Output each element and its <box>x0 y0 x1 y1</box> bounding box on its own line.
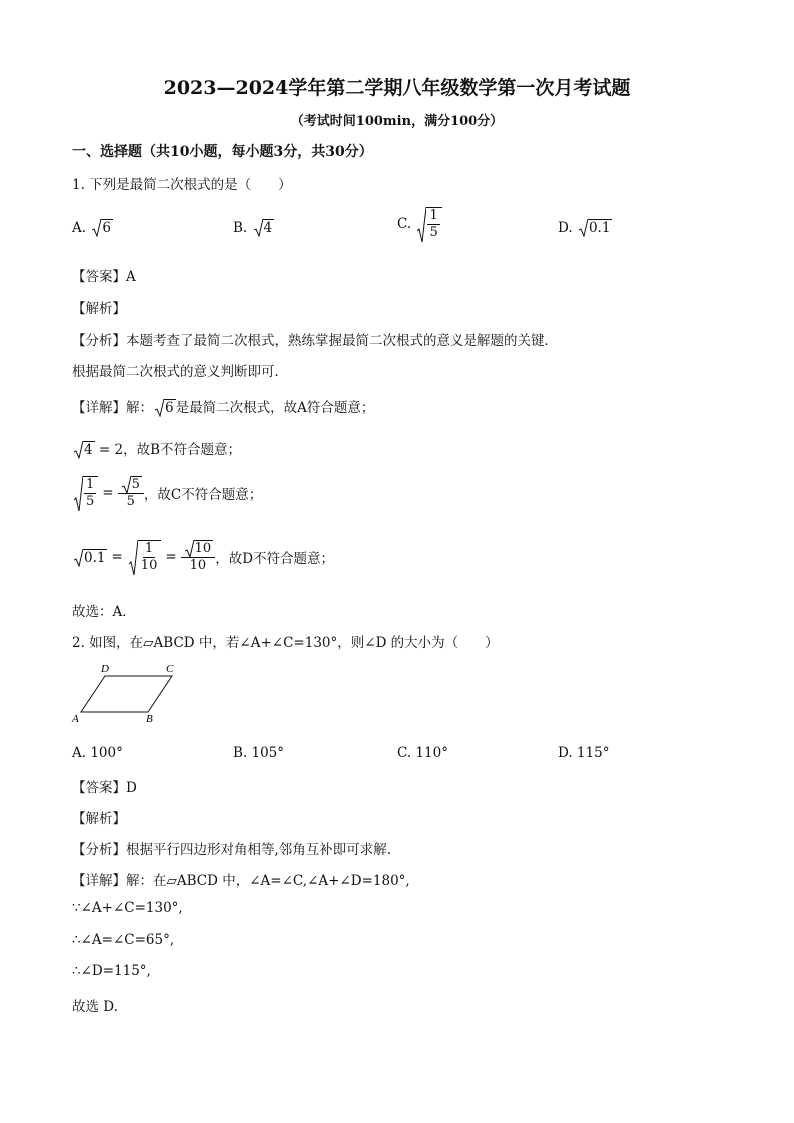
page-title: 2023—2024学年第二学期八年级数学第一次月考试题 <box>163 77 631 99</box>
q1-stem: 1. 下列是最简二次根式的是（ ） <box>72 177 292 193</box>
q1-option-b <box>233 219 274 236</box>
q2-step-2: ∴∠A=∠C=65°, <box>72 932 175 948</box>
q2-stem: 2. 如图，在▱ABCD 中，若∠A+∠C=130°，则∠D 的大小为（ ） <box>72 635 499 651</box>
q1-answer: 【答案】A <box>72 269 136 285</box>
radical-icon <box>74 476 83 512</box>
option-label: A. <box>72 220 87 236</box>
q2-conclusion: 故选 D. <box>72 999 118 1015</box>
fraction: $\frac{5}{5}$ <box>118 476 144 510</box>
radical-icon <box>74 441 83 459</box>
radical-icon <box>74 549 83 567</box>
sqrt-expression <box>417 207 441 241</box>
q2-step-1: ∵∠A+∠C=130°, <box>72 900 183 916</box>
vertex-label-a: A <box>72 713 79 725</box>
fraction: $\frac{1}{5}$ <box>429 208 438 240</box>
radical-icon <box>129 540 138 576</box>
q2-option-b: B. 105° <box>233 745 285 761</box>
q2-analysis: 【分析】根据平行四边形对角相等,邻角互补即可求解. <box>72 842 392 858</box>
sqrt-expression: 4 <box>74 441 95 458</box>
section-heading: 一、选择题（共10小题，每小题3分，共30分） <box>72 144 373 160</box>
q2-answer: 【答案】D <box>72 780 137 796</box>
sqrt-expression: $\frac{1}{10}$ <box>129 540 162 574</box>
q1-detail-line2: 4 = 2，故B不符合题意； <box>72 438 241 458</box>
q2-option-a: A. 100° <box>72 745 123 761</box>
q2-option-d: D. 115° <box>558 745 610 761</box>
q1-option-c <box>397 207 442 241</box>
radical-icon <box>185 540 194 558</box>
option-label: B. <box>233 220 248 236</box>
radical-icon <box>417 207 426 243</box>
option-label: D. <box>558 220 573 236</box>
parallelogram-figure <box>68 660 188 726</box>
q1-analysis: 【分析】本题考查了最简二次根式，熟练掌握最简二次根式的意义是解题的关键． <box>72 333 558 349</box>
radical-icon <box>254 219 263 237</box>
sqrt-expression: 6 <box>92 219 113 236</box>
q1-conclusion: 故选：A． <box>72 604 136 620</box>
q1-detail-line4: 0.1 = $\frac{1}{10}$ = $\frac{10}{10}$ ，故D不符合题意； <box>72 540 334 574</box>
sqrt-expression: 6 <box>155 399 176 416</box>
option-label: C. <box>397 216 412 232</box>
q1-detail-line3: $\frac{1}{5}$ = $\frac{5}{5}$ ，故C不符合题意； <box>72 476 262 510</box>
vertex-label-d: D <box>101 663 109 675</box>
q1-detail-line1: 【详解】解： 6 是最简二次根式，故A符合题意； <box>72 400 375 416</box>
fraction: $\frac{10}{10}$ <box>181 540 216 574</box>
sqrt-expression: 4 <box>254 219 275 236</box>
q1-option-a <box>72 219 113 236</box>
q2-option-c: C. 110° <box>397 745 448 761</box>
radical-icon <box>579 219 588 237</box>
vertex-label-b: B <box>146 713 153 725</box>
q1-analysis-2: 根据最简二次根式的意义判断即可． <box>72 364 288 380</box>
q1-analysis-heading: 【解析】 <box>72 301 126 317</box>
q1-option-d <box>558 219 612 236</box>
radical-icon <box>155 399 164 417</box>
q2-detail: 【详解】解：在▱ABCD 中，∠A=∠C,∠A+∠D=180°, <box>72 873 410 889</box>
radical-icon <box>122 476 131 494</box>
sqrt-expression: 0.1 <box>579 219 612 236</box>
exam-info: （考试时间100min，满分100分） <box>290 114 504 129</box>
sqrt-expression: $\frac{1}{5}$ <box>74 476 98 510</box>
radical-icon <box>92 219 101 237</box>
sqrt-expression: 0.1 <box>74 549 107 566</box>
vertex-label-c: C <box>166 663 174 675</box>
q2-step-3: ∴∠D=115°, <box>72 963 151 979</box>
q2-analysis-heading: 【解析】 <box>72 811 126 827</box>
